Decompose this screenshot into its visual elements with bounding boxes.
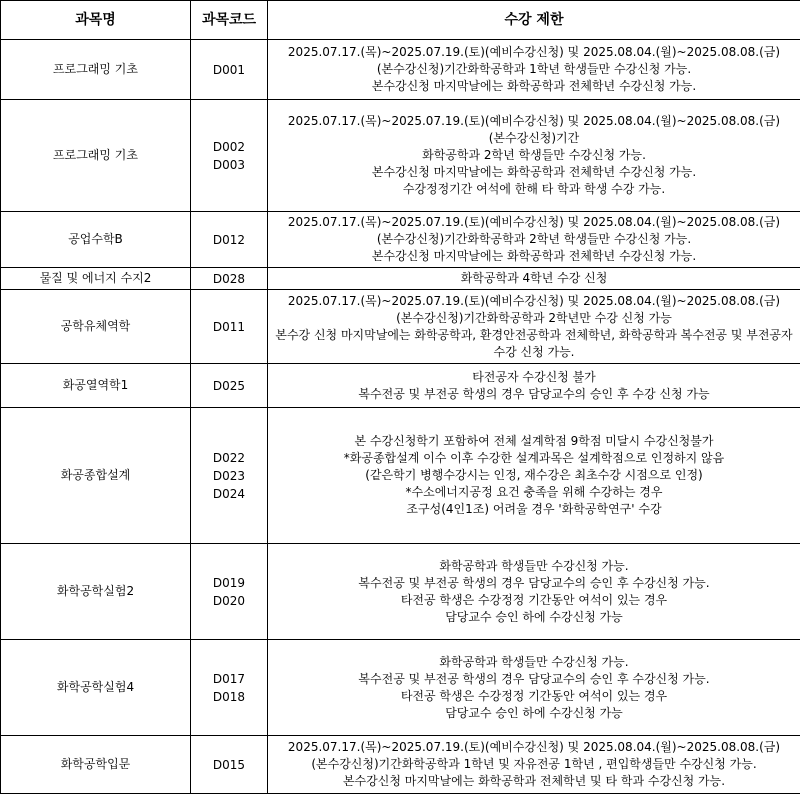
table-row xyxy=(1,544,800,640)
restriction-cell xyxy=(268,544,800,640)
restriction-cell xyxy=(268,640,800,736)
restriction-line: 복수전공 및 부전공 학생의 경우 담당교수의 승인 후 수강신청 가능. xyxy=(358,671,710,686)
table-row xyxy=(1,640,800,736)
restriction-line: 수강정정기간 여석에 한해 타 학과 학생 수강 가능. xyxy=(402,182,666,196)
course-name-cell: 화공종합설계 xyxy=(1,408,191,544)
restriction-line: 본수강신청 마지막날에는 화학공학과 전체학년 수강신청 가능. xyxy=(371,165,697,179)
restriction-cell xyxy=(268,268,800,290)
course-code-cell xyxy=(191,544,268,640)
restriction-line: *수소에너지공정 요건 충족을 위해 수강하는 경우 xyxy=(405,485,663,499)
restriction-line: 본수강신청 마지막날에는 화학공학과 전체학년 수강신청 가능. xyxy=(371,249,697,263)
course-code-cell xyxy=(191,736,268,794)
restriction-line: 2025.07.17.(목)~2025.07.19.(토)(예비수강신청) 및 2025.08.04.(월)~2025.08.08.(금)(본수강신청)기간 xyxy=(287,114,781,145)
header-course-name: 과목명 xyxy=(1,1,191,40)
course-code: D018 xyxy=(212,689,246,704)
table-row xyxy=(1,364,800,408)
table-body xyxy=(1,40,800,794)
restriction-line: 본수강신청 마지막날에는 화학공학과 전체학년 및 타 학과 수강신청 가능. xyxy=(342,774,726,788)
course-code: D024 xyxy=(212,486,246,501)
course-name-cell: 공학유체역학 xyxy=(1,290,191,364)
restriction-line: 화학공학과 학생들만 수강신청 가능. xyxy=(439,558,629,573)
course-code: D022 xyxy=(212,450,246,465)
table-row xyxy=(1,290,800,364)
restriction-cell xyxy=(268,290,800,364)
restriction-line: 화학공학과 4학년 수강 신청 xyxy=(460,271,608,285)
table-row xyxy=(1,268,800,290)
table-row xyxy=(1,736,800,794)
course-code-cell xyxy=(191,100,268,212)
restriction-line: 조구성(4인1조) 어려울 경우 '화학공학연구' 수강 xyxy=(406,502,662,516)
restriction-line: 2025.07.17.(목)~2025.07.19.(토)(예비수강신청) 및 2025.08.04.(월)~2025.08.08.(금)(본수강신청)기간화학공학과 2학년만 수강 신청 가능 xyxy=(287,293,781,325)
course-name-cell: 화학공학입문 xyxy=(1,736,191,794)
course-code-cell xyxy=(191,40,268,100)
restriction-line: *화공종합설계 이수 이후 수강한 설계과목은 설계학점으로 인정하지 않음 xyxy=(343,451,725,465)
restriction-line: 본 수강신청학기 포함하여 전체 설계학점 9학점 미달시 수강신청불가 xyxy=(354,434,714,448)
course-code: D025 xyxy=(212,378,246,393)
table-row xyxy=(1,40,800,100)
restriction-line: (같은학기 병행수강시는 인정, 재수강은 최초수강 시점으로 인정) xyxy=(365,468,703,482)
course-code: D011 xyxy=(212,319,246,334)
restriction-line: 2025.07.17.(목)~2025.07.19.(토)(예비수강신청) 및 2025.08.04.(월)~2025.08.08.(금)(본수강신청)기간화학공학과 1학년 및 자유전공 1학년 , 편입학생들만 수강신청 가능. xyxy=(287,740,781,771)
course-code: D019 xyxy=(212,575,246,590)
course-code: D012 xyxy=(212,232,246,247)
table-header-row xyxy=(1,1,800,40)
table-row xyxy=(1,408,800,544)
restriction-line: 타전공 학생은 수강정정 기간동안 여석이 있는 경우 xyxy=(400,592,668,607)
header-restriction: 수강 제한 xyxy=(268,1,800,40)
restriction-line: 본수강신청 마지막날에는 화학공학과 전체학년 수강신청 가능. xyxy=(371,79,697,93)
restriction-line: 타전공자 수강신청 불가 xyxy=(472,369,596,384)
course-name-cell: 프로그래밍 기초 xyxy=(1,100,191,212)
restriction-line: 복수전공 및 부전공 학생의 경우 담당교수의 승인 후 수강 신청 가능 xyxy=(358,386,710,401)
course-code: D001 xyxy=(212,62,246,77)
restriction-line: 화학공학과 학생들만 수강신청 가능. xyxy=(439,654,629,669)
course-code-cell xyxy=(191,408,268,544)
table-row xyxy=(1,100,800,212)
restriction-line: 본수강 신청 마지막날에는 화학공학과, 환경안전공학과 전체학년, 화학공학과 복수전공 및 부전공자 수강 신청 가능. xyxy=(275,327,793,359)
restriction-line: 2025.07.17.(목)~2025.07.19.(토)(예비수강신청) 및 2025.08.04.(월)~2025.08.08.(금)(본수강신청)기간화학공학과 2학년 학생들만 수강신청 가능. xyxy=(287,215,781,246)
course-code-cell xyxy=(191,268,268,290)
restriction-line: 2025.07.17.(목)~2025.07.19.(토)(예비수강신청) 및 2025.08.04.(월)~2025.08.08.(금)(본수강신청)기간화학공학과 1학년 학생들만 수강신청 가능. xyxy=(287,45,781,76)
restriction-cell xyxy=(268,212,800,268)
header-course-code: 과목코드 xyxy=(191,1,268,40)
course-name-cell: 공업수학B xyxy=(1,212,191,268)
course-code: D017 xyxy=(212,671,246,686)
course-code: D020 xyxy=(212,593,246,608)
course-code-cell xyxy=(191,364,268,408)
restriction-line: 화학공학과 2학년 학생들만 수강신청 가능. xyxy=(422,148,646,162)
course-name-cell: 물질 및 에너지 수지2 xyxy=(1,268,191,290)
course-code: D015 xyxy=(212,757,246,772)
restriction-cell xyxy=(268,100,800,212)
course-code-cell xyxy=(191,212,268,268)
restriction-cell xyxy=(268,736,800,794)
course-code: D002 xyxy=(212,139,246,154)
course-code: D003 xyxy=(212,157,246,172)
restriction-line: 타전공 학생은 수강정정 기간동안 여석이 있는 경우 xyxy=(400,688,668,703)
restriction-cell xyxy=(268,364,800,408)
restriction-cell xyxy=(268,40,800,100)
course-name-cell: 프로그래밍 기초 xyxy=(1,40,191,100)
course-name-cell: 화학공학실험4 xyxy=(1,640,191,736)
restriction-line: 담당교수 승인 하에 수강신청 가능 xyxy=(445,609,623,624)
course-name-cell: 화공열역학1 xyxy=(1,364,191,408)
course-code-cell xyxy=(191,640,268,736)
restriction-line: 담당교수 승인 하에 수강신청 가능 xyxy=(445,705,623,720)
course-code: D023 xyxy=(212,468,246,483)
course-code-cell xyxy=(191,290,268,364)
course-name-cell: 화학공학실험2 xyxy=(1,544,191,640)
restriction-line: 복수전공 및 부전공 학생의 경우 담당교수의 승인 후 수강신청 가능. xyxy=(358,575,710,590)
table-row xyxy=(1,212,800,268)
course-code: D028 xyxy=(212,271,246,286)
restriction-cell xyxy=(268,408,800,544)
